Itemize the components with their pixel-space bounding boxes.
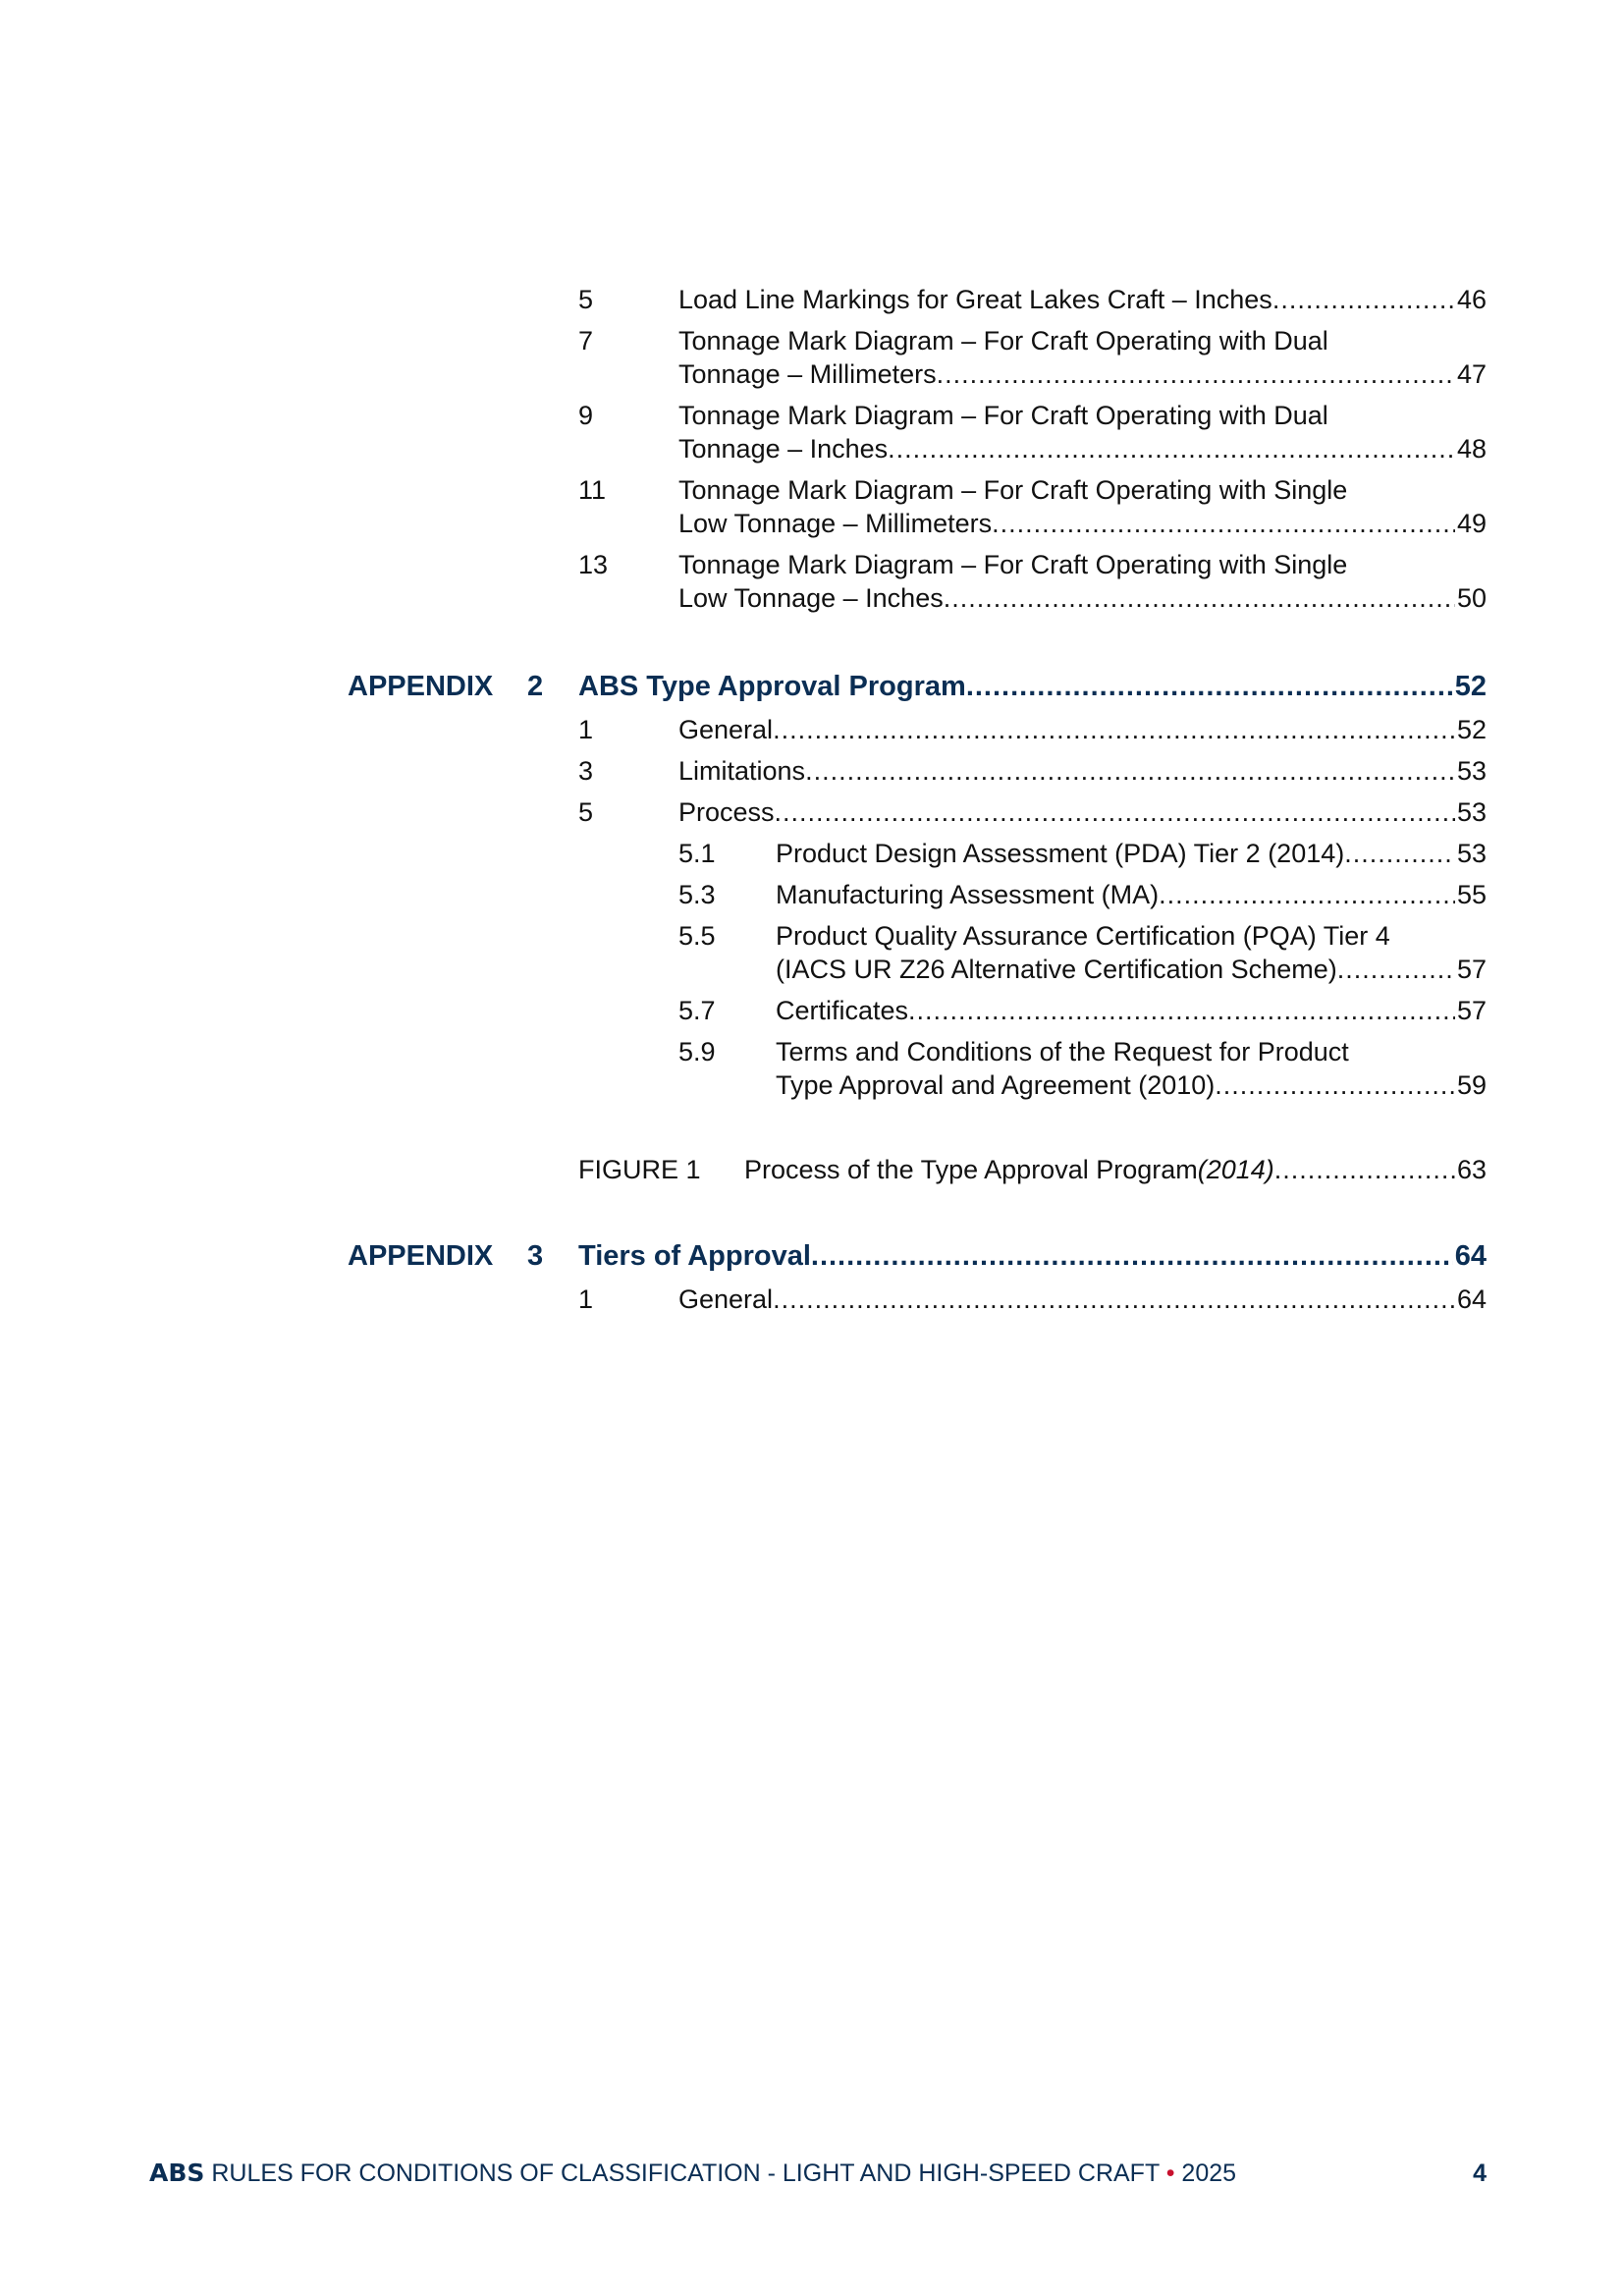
page-number: 46 bbox=[1456, 285, 1487, 314]
toc-subsection-entry[interactable] bbox=[0, 919, 1623, 986]
figure-title: Process of the Type Approval Program bbox=[744, 1155, 1198, 1184]
appendix-label: APPENDIX bbox=[348, 1240, 494, 1272]
toc-subsection-entry[interactable] bbox=[0, 878, 1623, 911]
toc-figure-entry[interactable] bbox=[0, 399, 1623, 465]
page-number: 53 bbox=[1456, 839, 1487, 868]
page-number: 64 bbox=[1456, 1285, 1487, 1314]
appendix-number: 3 bbox=[527, 1240, 544, 1272]
section-title: Process bbox=[678, 797, 775, 827]
section-number: 1 bbox=[578, 1285, 594, 1314]
page-number: 52 bbox=[1454, 671, 1487, 702]
page-number: 52 bbox=[1456, 715, 1487, 744]
toc-figure-entry[interactable] bbox=[0, 283, 1623, 316]
appendix-label: APPENDIX bbox=[348, 671, 494, 702]
page-number: 47 bbox=[1456, 359, 1487, 389]
dot-leader bbox=[992, 507, 1455, 540]
page-number: 55 bbox=[1456, 880, 1487, 909]
figure-number: 11 bbox=[578, 475, 607, 505]
dot-leader bbox=[1215, 1068, 1455, 1102]
toc-subsection-entry[interactable] bbox=[0, 837, 1623, 870]
figure-number: 9 bbox=[578, 401, 594, 430]
subsection-title-line1: Terms and Conditions of the Request for Product bbox=[776, 1037, 1349, 1066]
toc-figure-entry[interactable] bbox=[0, 1153, 1623, 1186]
page-number: 49 bbox=[1456, 509, 1487, 538]
appendix-number: 2 bbox=[527, 671, 544, 702]
dot-leader bbox=[966, 670, 1453, 703]
toc-figure-entry[interactable] bbox=[0, 473, 1623, 540]
page-number: 63 bbox=[1456, 1155, 1487, 1184]
figure-title: Tonnage – Millimeters bbox=[678, 359, 937, 389]
subsection-number: 5.7 bbox=[678, 996, 716, 1025]
figure-title-line1: Tonnage Mark Diagram – For Craft Operating with Single bbox=[678, 550, 1348, 579]
page-number: 64 bbox=[1454, 1240, 1487, 1272]
subsection-title-line1: Product Quality Assurance Certification (PQA) Tier 4 bbox=[776, 921, 1390, 951]
subsection-number: 5.3 bbox=[678, 880, 716, 909]
subsection-number: 5.1 bbox=[678, 839, 716, 868]
footer-page-number: 4 bbox=[1473, 2159, 1487, 2187]
appendix-heading[interactable] bbox=[0, 670, 1623, 705]
figure-title-line1: Tonnage Mark Diagram – For Craft Operating with Dual bbox=[678, 326, 1328, 355]
toc-section-entry[interactable] bbox=[0, 1283, 1623, 1316]
section-number: 5 bbox=[578, 797, 594, 827]
figure-number: 13 bbox=[578, 550, 609, 579]
section-title: General bbox=[678, 1285, 774, 1314]
figure-number: 7 bbox=[578, 326, 594, 355]
dot-leader bbox=[908, 994, 1455, 1027]
section-title: Limitations bbox=[678, 756, 806, 786]
page-footer bbox=[149, 2159, 1487, 2188]
dot-leader bbox=[1344, 837, 1455, 870]
footer-bullet: • bbox=[1165, 2159, 1175, 2187]
toc-section-entry[interactable] bbox=[0, 713, 1623, 746]
toc-section-entry[interactable] bbox=[0, 754, 1623, 788]
figure-title: Tonnage – Inches bbox=[678, 434, 889, 464]
toc-subsection-entry[interactable] bbox=[0, 1035, 1623, 1102]
subsection-title: Product Design Assessment (PDA) Tier 2 (2014) bbox=[776, 839, 1345, 868]
figure-title-line1: Tonnage Mark Diagram – For Craft Operating with Dual bbox=[678, 401, 1328, 430]
subsection-title: Certificates bbox=[776, 996, 909, 1025]
figure-title-line1: Tonnage Mark Diagram – For Craft Operating with Single bbox=[678, 475, 1348, 505]
figure-title: Low Tonnage – Inches bbox=[678, 583, 944, 613]
dot-leader bbox=[944, 581, 1455, 615]
page-number: 53 bbox=[1456, 756, 1487, 786]
toc-figure-entry[interactable] bbox=[0, 548, 1623, 615]
toc-figure-entry[interactable] bbox=[0, 324, 1623, 391]
figure-label: FIGURE 1 bbox=[578, 1155, 701, 1184]
appendix-title: ABS Type Approval Program bbox=[578, 671, 966, 702]
page-number: 57 bbox=[1456, 996, 1487, 1025]
footer-year: 2025 bbox=[1174, 2159, 1237, 2187]
appendix-heading[interactable] bbox=[0, 1239, 1623, 1275]
figure-title: Low Tonnage – Millimeters bbox=[678, 509, 993, 538]
page-number: 57 bbox=[1456, 955, 1487, 984]
subsection-title: (IACS UR Z26 Alternative Certification Scheme) bbox=[776, 955, 1337, 984]
abs-brand: ABS bbox=[149, 2159, 205, 2187]
dot-leader bbox=[1272, 283, 1455, 316]
footer-title: RULES FOR CONDITIONS OF CLASSIFICATION - LIGHT AND HIGH-SPEED CRAFT bbox=[204, 2159, 1166, 2187]
appendix-title: Tiers of Approval bbox=[578, 1240, 811, 1272]
dot-leader bbox=[1159, 878, 1455, 911]
dot-leader bbox=[811, 1239, 1453, 1273]
dot-leader bbox=[773, 1283, 1455, 1316]
dot-leader bbox=[1337, 953, 1455, 986]
dot-leader bbox=[775, 795, 1455, 829]
figure-number: 5 bbox=[578, 285, 594, 314]
subsection-title: Type Approval and Agreement (2010) bbox=[776, 1070, 1216, 1100]
subsection-number: 5.9 bbox=[678, 1037, 716, 1066]
section-number: 3 bbox=[578, 756, 594, 786]
figure-title-year: (2014) bbox=[1197, 1155, 1274, 1184]
dot-leader bbox=[937, 357, 1455, 391]
section-title: General bbox=[678, 715, 774, 744]
figure-title: Load Line Markings for Great Lakes Craft – Inches bbox=[678, 285, 1272, 314]
page-number: 59 bbox=[1456, 1070, 1487, 1100]
dot-leader bbox=[805, 754, 1455, 788]
dot-leader bbox=[773, 713, 1455, 746]
dot-leader bbox=[888, 432, 1455, 465]
toc-section-entry[interactable] bbox=[0, 795, 1623, 829]
page-number: 48 bbox=[1456, 434, 1487, 464]
subsection-title: Manufacturing Assessment (MA) bbox=[776, 880, 1160, 909]
subsection-number: 5.5 bbox=[678, 921, 716, 951]
section-number: 1 bbox=[578, 715, 594, 744]
page-number: 53 bbox=[1456, 797, 1487, 827]
toc-subsection-entry[interactable] bbox=[0, 994, 1623, 1027]
dot-leader bbox=[1274, 1153, 1455, 1186]
page-number: 50 bbox=[1456, 583, 1487, 613]
